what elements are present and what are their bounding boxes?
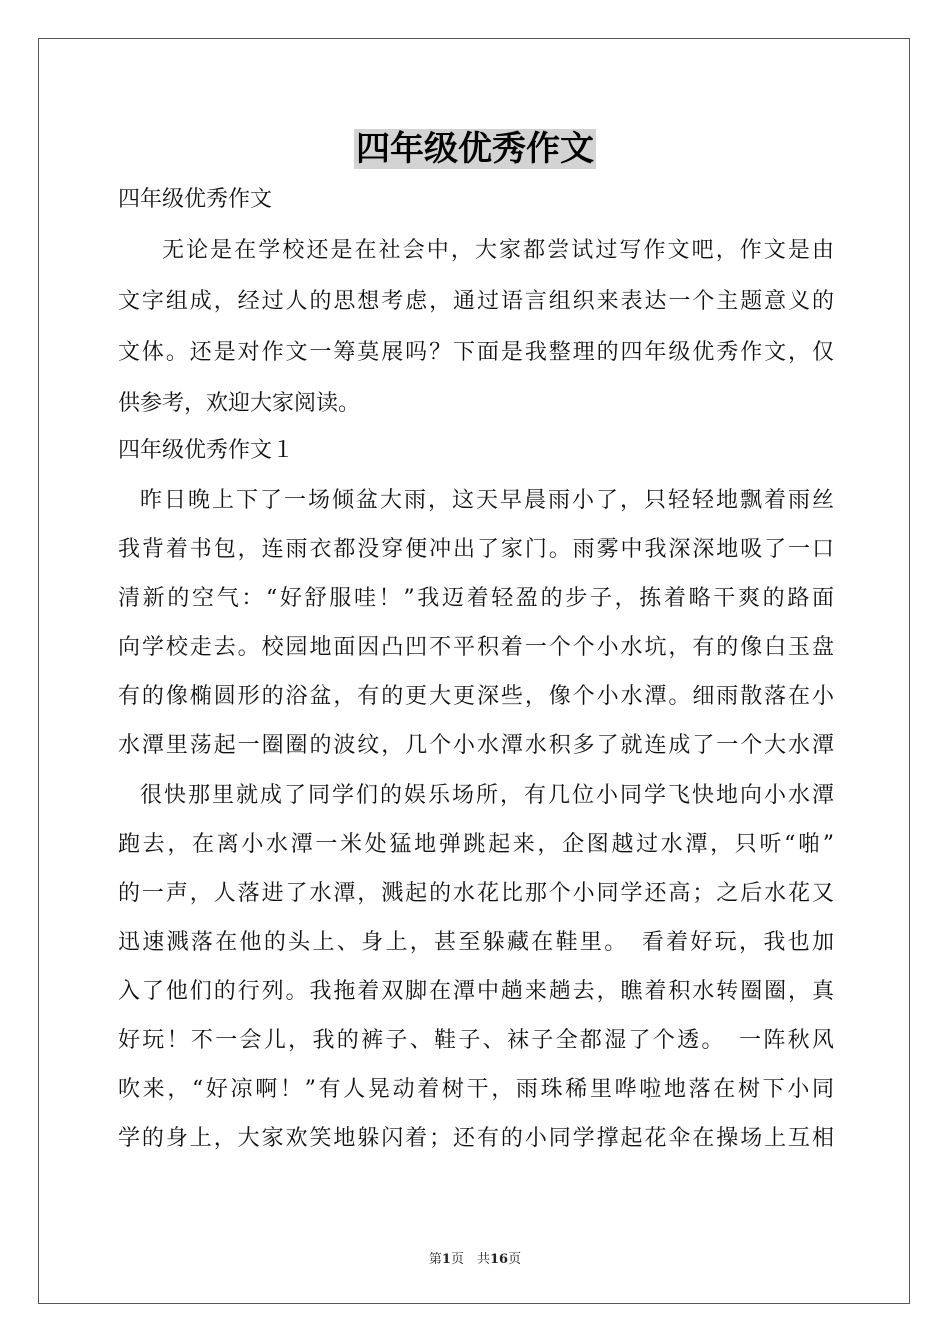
intro-line: 无论是在学校还是在社会中，大家都尝试过写作文吧，作文是由 — [162, 238, 834, 263]
document-title-text: 四年级优秀作文 — [356, 129, 594, 169]
body-line: 清新的空气：“好舒服哇！”我迈着轻盈的步子，拣着略干爽的路面 — [118, 586, 834, 611]
body-line: 吹来，“好凉啊！”有人晃动着树干，雨珠稀里哗啦地落在树下小同 — [118, 1077, 834, 1102]
body-line: 向学校走去。校园地面因凸凹不平积着一个个小水坑，有的像白玉盘 — [118, 635, 834, 660]
intro-line: 文体。还是对作文一筹莫展吗？下面是我整理的四年级优秀作文，仅 — [118, 340, 834, 365]
intro-line: 文字组成，经过人的思想考虑，通过语言组织来表达一个主题意义的 — [118, 289, 834, 314]
footer-page-number: 1 — [441, 1252, 451, 1267]
body-line: 跑去，在离小水潭一米处猛地弹跳起来，企图越过水潭，只听“啪” — [118, 832, 834, 857]
body-line: 入了他们的行列。我拖着双脚在潭中趟来趟去，瞧着积水转圈圈，真 — [118, 979, 834, 1004]
body-line: 学的身上，大家欢笑地躲闪着；还有的小同学撑起花伞在操场上互相 — [118, 1126, 834, 1151]
footer-total-pages: 16 — [489, 1252, 509, 1267]
footer-prefix: 第 — [428, 1252, 442, 1267]
body-line: 的一声，人落进了水潭，溅起的水花比那个小同学还高；之后水花又 — [118, 881, 834, 906]
document-title — [0, 126, 950, 172]
body-line: 我背着书包，连雨衣都没穿便冲出了家门。雨雾中我深深地吸了一口 — [118, 537, 834, 562]
body-line: 昨日晚上下了一场倾盆大雨，这天早晨雨小了，只轻轻地飘着雨丝 — [140, 488, 834, 513]
page-frame — [38, 38, 910, 1304]
document-subtitle: 四年级优秀作文 — [118, 187, 273, 212]
footer-suffix: 页 — [508, 1252, 522, 1267]
page-footer — [0, 1248, 950, 1267]
body-line: 有的像椭圆形的浴盆，有的更大更深些，像个小水潭。细雨散落在小 — [118, 684, 834, 709]
body-line: 好玩！不一会儿，我的裤子、鞋子、袜子全都湿了个透。 一阵秋风 — [118, 1028, 834, 1053]
body-line: 迅速溅落在他的头上、身上，甚至躲藏在鞋里。 看着好玩，我也加 — [118, 930, 834, 955]
footer-middle: 页 共 — [450, 1252, 490, 1267]
intro-line: 供参考，欢迎大家阅读。 — [118, 391, 361, 416]
body-line: 水潭里荡起一圈圈的波纹，几个小水潭水积多了就连成了一个大水潭 — [118, 733, 834, 758]
section-heading: 四年级优秀作文１ — [118, 438, 295, 463]
body-line: 很快那里就成了同学们的娱乐场所，有几位小同学飞快地向小水潭 — [140, 783, 834, 808]
